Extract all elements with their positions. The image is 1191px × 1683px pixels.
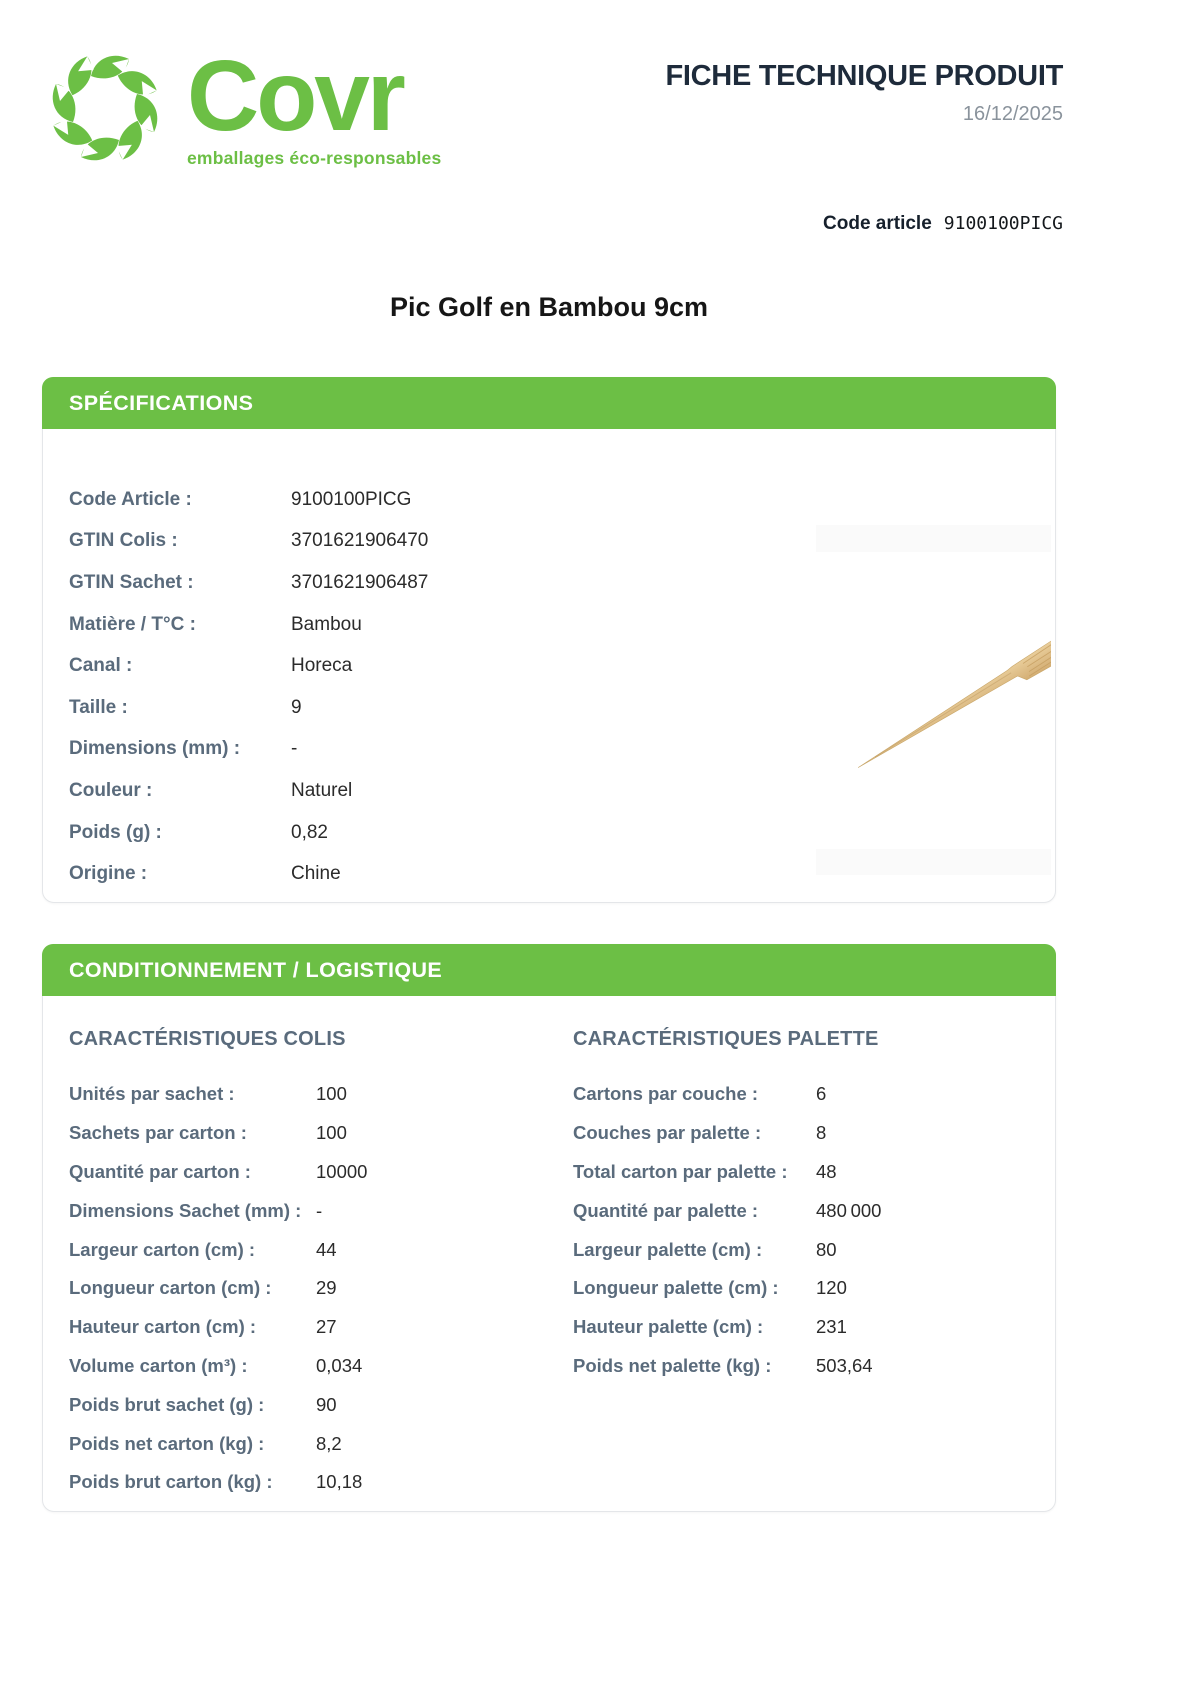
colis-row [69,1230,573,1269]
field-label: Hauteur palette (cm) : [573,1316,764,1338]
colis-row [69,1075,573,1114]
field-label: Poids brut carton (kg) : [69,1471,273,1493]
palette-row [573,1153,1077,1192]
logistics-header: CONDITIONNEMENT / LOGISTIQUE [42,944,1056,996]
field-label: Poids net palette (kg) : [573,1354,772,1376]
brand-tagline: emballages éco-responsables [187,148,442,168]
field-value: 503,64 [816,1354,873,1376]
field-value: 80 [816,1238,837,1260]
bamboo-golf-pick-photo [763,507,1051,877]
product-title: Pic Golf en Bambou 9cm [389,292,709,322]
leaves-circle-icon [45,48,165,168]
field-label: Longueur palette (cm) : [573,1277,779,1299]
field-value: 480 000 [816,1199,882,1221]
field-label: Couches par palette : [573,1122,762,1144]
field-value: Naturel [291,779,353,801]
field-value: 44 [316,1238,337,1260]
palette-row [573,1230,1077,1269]
field-label: Code Article : [69,488,192,510]
specifications-header: SPÉCIFICATIONS [42,377,1056,429]
palette-title: CARACTÉRISTIQUES PALETTE [573,1028,879,1050]
colis-title: CARACTÉRISTIQUES COLIS [69,1028,346,1050]
brand-logo [45,40,442,169]
field-label: Matière / T°C : [69,613,196,635]
field-value: 0,034 [316,1354,363,1376]
logistics-body [43,996,1055,1502]
field-label: GTIN Sachet : [69,571,194,593]
field-label: Origine : [69,863,148,885]
colis-row [69,1385,573,1424]
field-value: 100 [316,1083,347,1105]
field-label: Dimensions (mm) : [69,738,241,760]
field-label: Poids brut sachet (g) : [69,1393,265,1415]
colis-row [69,1191,573,1230]
field-value: 6 [816,1083,827,1105]
code-article-line [823,213,1063,235]
code-article-label: Code article [823,213,932,234]
field-value: 27 [316,1316,337,1338]
field-value: - [316,1199,323,1221]
field-value: 120 [816,1277,847,1299]
field-label: Largeur palette (cm) : [573,1238,763,1260]
field-label: Unités par sachet : [69,1083,235,1105]
palette-row [573,1114,1077,1153]
palette-row [573,1308,1077,1347]
field-label: Couleur : [69,779,153,801]
field-label: GTIN Colis : [69,530,178,552]
field-value: 10000 [316,1160,368,1182]
field-label: Quantité par carton : [69,1160,251,1182]
field-value: 8,2 [316,1432,342,1454]
field-label: Poids (g) : [69,821,162,843]
field-value: 3701621906470 [291,530,429,552]
colis-column [69,1028,573,1502]
field-value: 8 [816,1122,827,1144]
palette-row [573,1269,1077,1308]
document-header [665,60,1063,126]
field-value: 9100100PICG [291,488,412,510]
field-label: Volume carton (m³) : [69,1354,248,1376]
colis-row [69,1347,573,1386]
logistics-card [42,944,1056,1512]
field-label: Quantité par palette : [573,1199,759,1221]
palette-column [573,1028,1077,1502]
field-value: 48 [816,1160,837,1182]
field-value: 10,18 [316,1471,363,1493]
colis-row [69,1463,573,1502]
field-label: Cartons par couche : [573,1083,759,1105]
field-value: Horeca [291,655,353,677]
field-label: Sachets par carton : [69,1122,247,1144]
field-label: Taille : [69,696,128,718]
field-value: 100 [316,1122,347,1144]
colis-row [69,1153,573,1192]
field-value: 9 [291,696,302,718]
document-title: FICHE TECHNIQUE PRODUIT [665,60,1063,92]
colis-row [69,1114,573,1153]
palette-row [573,1075,1077,1114]
code-article-value: 9100100PICG [943,213,1063,234]
specifications-body [43,429,1055,895]
colis-row [69,1424,573,1463]
palette-rows [573,1075,1077,1385]
field-label: Poids net carton (kg) : [69,1432,265,1454]
colis-row [69,1269,573,1308]
brand-name: Covr [187,40,403,152]
field-value: Chine [291,863,341,885]
field-label: Longueur carton (cm) : [69,1277,272,1299]
field-value: 3701621906487 [291,571,429,593]
brand-text [187,40,442,169]
field-value: Bambou [291,613,362,635]
field-value: 0,82 [291,821,328,843]
field-value: - [291,738,298,760]
specifications-card [42,377,1056,903]
document-date: 16/12/2025 [962,103,1063,125]
colis-rows [69,1075,573,1502]
field-label: Hauteur carton (cm) : [69,1316,257,1338]
field-label: Largeur carton (cm) : [69,1238,256,1260]
colis-row [69,1308,573,1347]
field-value: 231 [816,1316,847,1338]
palette-row [573,1191,1077,1230]
field-value: 90 [316,1393,337,1415]
palette-row [573,1347,1077,1386]
field-label: Canal : [69,655,133,677]
field-label: Total carton par palette : [573,1160,788,1182]
field-label: Dimensions Sachet (mm) : [69,1199,302,1221]
field-value: 29 [316,1277,337,1299]
